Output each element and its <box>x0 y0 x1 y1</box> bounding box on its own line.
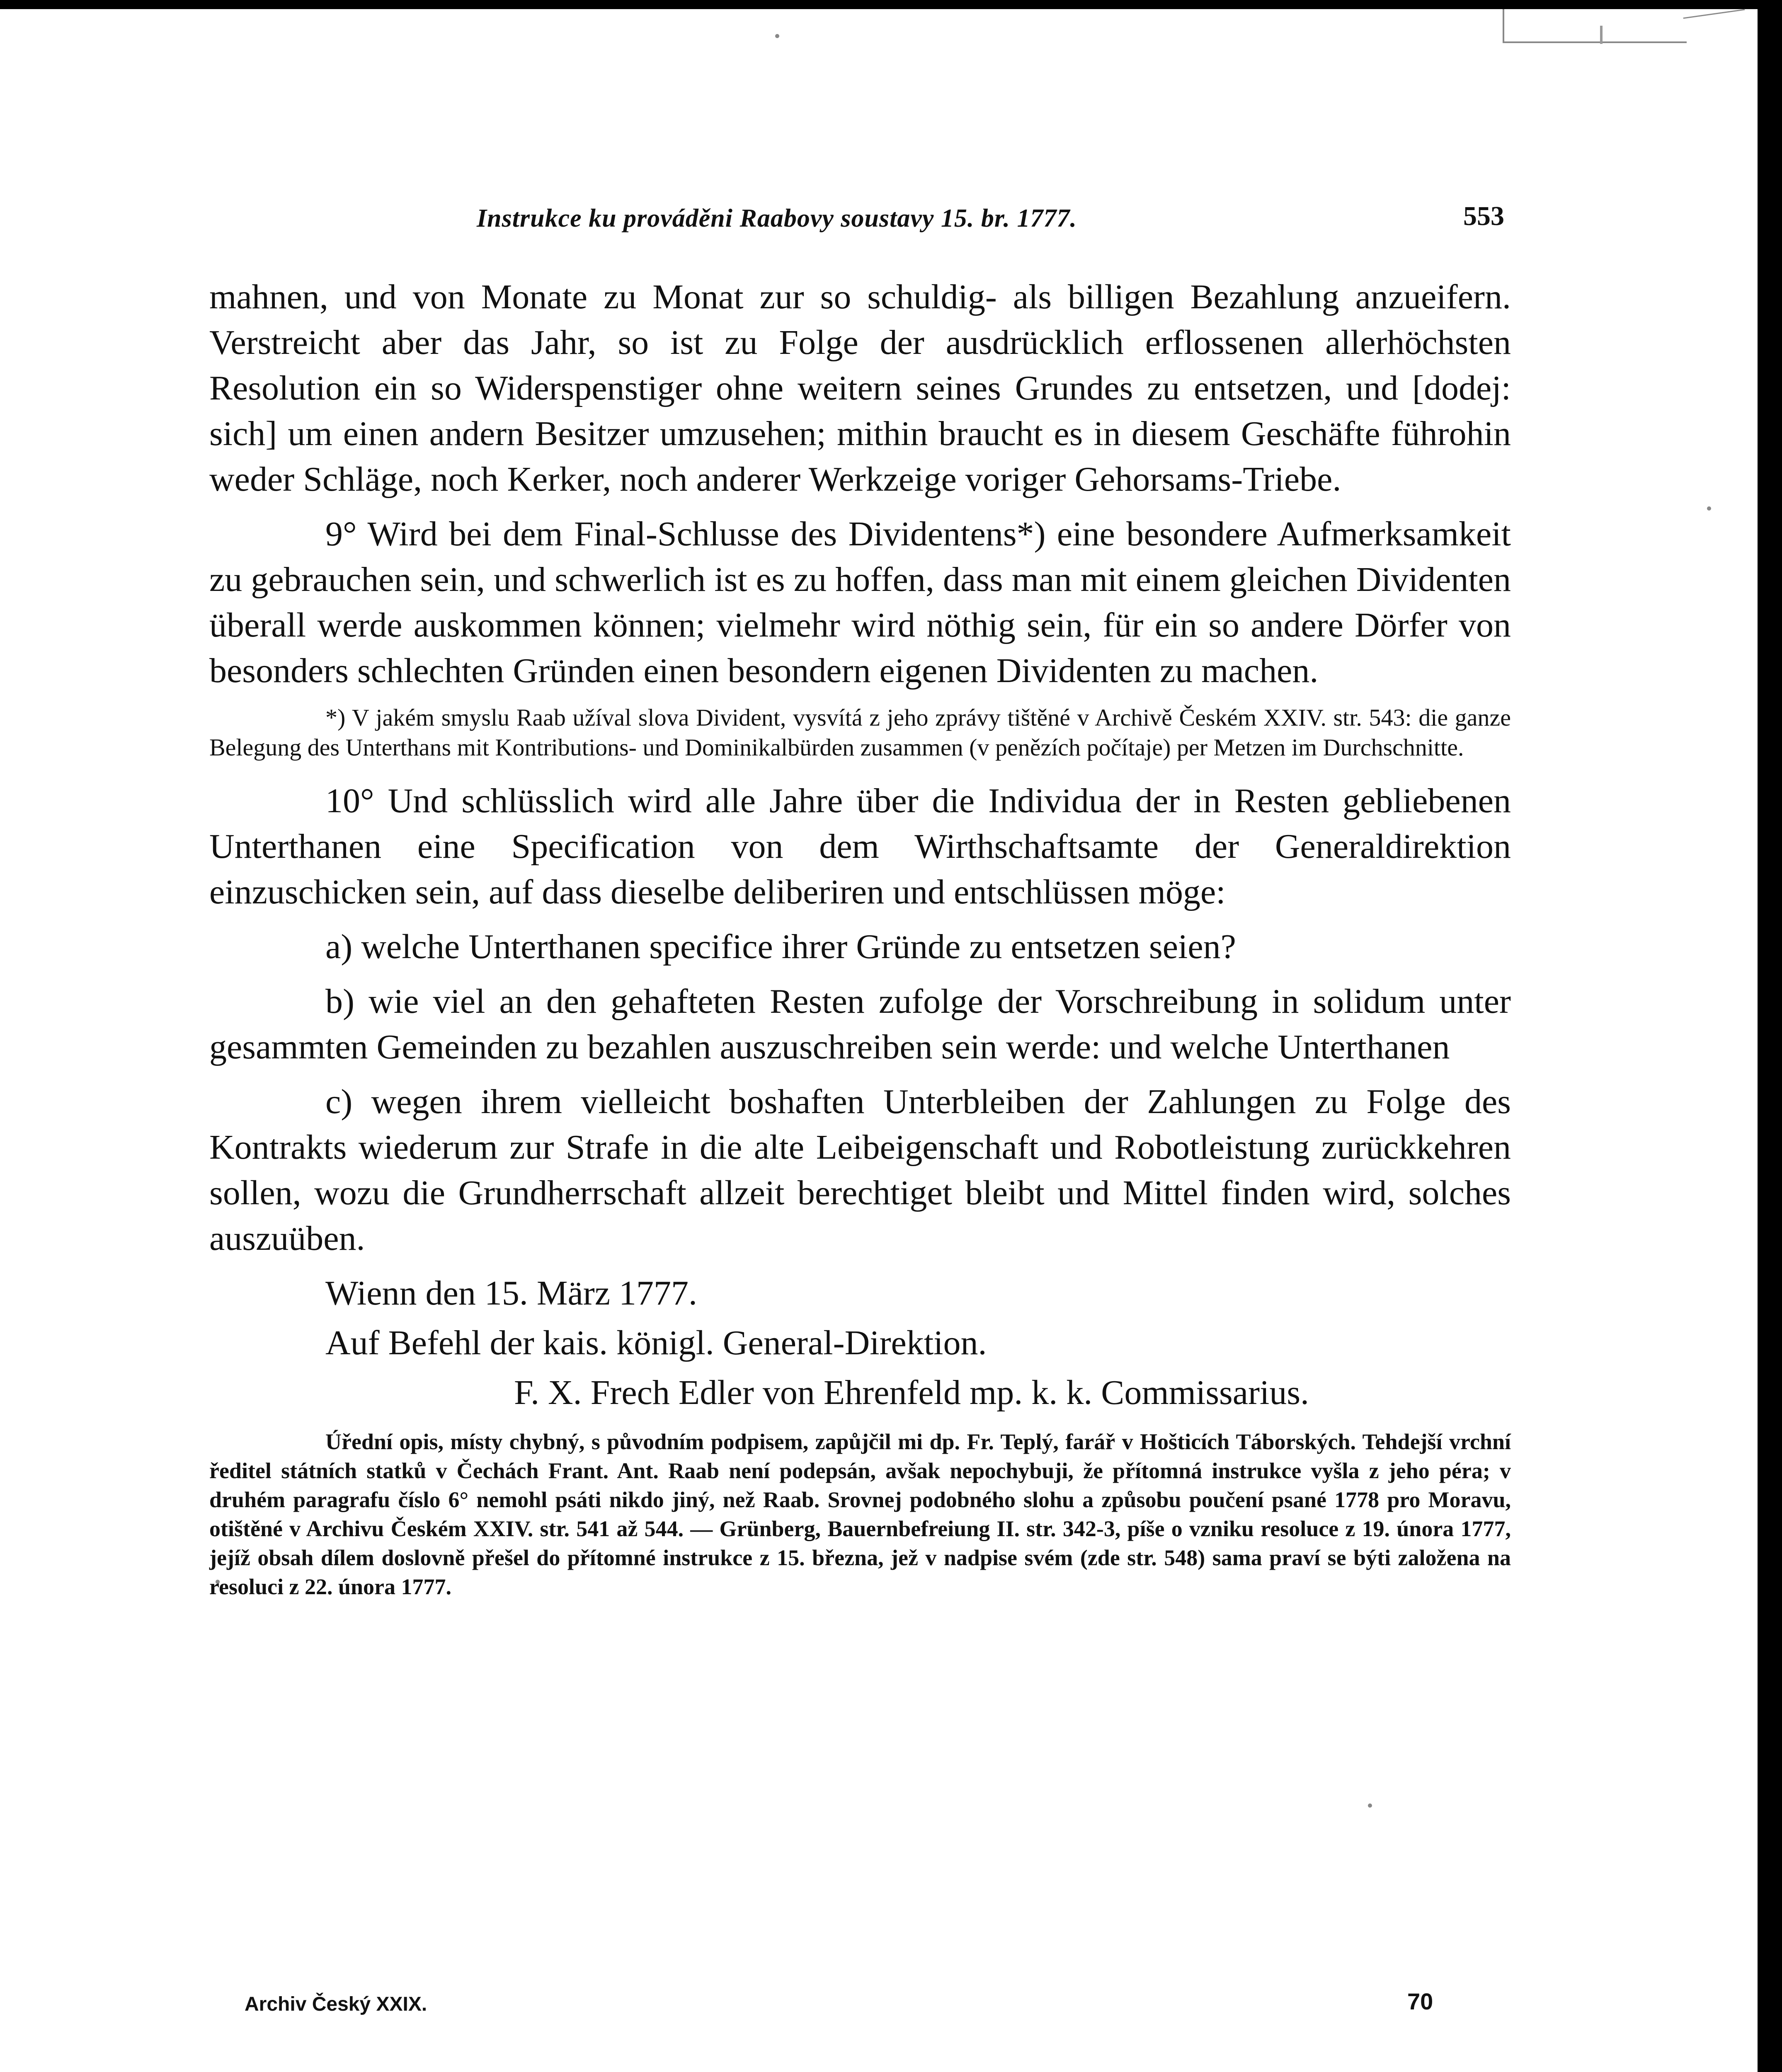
footer-sheet-number: 70 <box>1407 1988 1433 2014</box>
scan-edge-tick <box>1600 26 1603 44</box>
scan-speck <box>775 34 779 38</box>
source-note: Úřední opis, místy chybný, s původním podpisem, zapůjčil mi dp. Fr. Teplý, farář v Hošticích Táborských. Tehdejší vrchní ředitel státních statků v Čechách Frant. Ant. Raab není podepsán, avšak nepochybuji, že přítomná instrukce vyšla z jeho péra; v druhém paragrafu číslo 6° nemohl psáti nikdo jiný, než Raab. Srovnej podobného slohu a způsobu poučení psané 1778 pro Moravu, otištěné v Archivu Českém XXIV. str. 541 až 544. — Grünberg, Bauernbefreiung II. str. 342-3, píše o vzniku resoluce z 19. února 1777, jejíž obsah dílem doslovně přešel do přítomné instrukce z 15. března, jež v nadpise svém (zde str. 548) sama praví se býti založena na resoluci z 22. února 1777. <box>209 1429 1511 1599</box>
item-c: c) wegen ihrem vielleicht boshaften Unterbleiben der Zahlungen zu Folge des Kontrakts wiederum zur Strafe in die alte Leibeigenschaft und Robotleistung zurückkehren sollen, wozu die Grundherrschaft allzeit berechtiget bleibt und Mittel finden wird, solches auszuüben. <box>209 1082 1511 1258</box>
item-b: b) wie viel an den gehafteten Resten zufolge der Vorschreibung in solidum unter gesammten Gemeinden zu bezahlen auszuschreiben sein werde: und welche Unterthanen <box>209 982 1511 1066</box>
scan-corner-mark <box>1503 9 1687 43</box>
running-header: Instrukce ku prováděni Raabovy soustavy 15. br. 1777. <box>477 204 1077 232</box>
signature: F. X. Frech Edler von Ehrenfeld mp. k. k. Commissarius. <box>514 1373 1309 1412</box>
footer-publication: Archiv Český XXIX. <box>245 1993 427 2015</box>
scan-speck <box>1368 1803 1372 1808</box>
paragraph-9: 9° Wird bei dem Final-Schlusse des Dividentens*) eine besondere Aufmerksamkeit zu gebrauchen sein, und schwerlich ist es zu hoffen, dass man mit einem gleichen Dividenten überall werde auskommen können; vielmehr wird nöthig sein, für ein so andere Dörfer von besonders schlechten Gründen einen besondern eigenen Dividenten zu machen. <box>209 515 1511 690</box>
main-text <box>209 274 1511 1624</box>
paragraph-10: 10° Und schlüsslich wird alle Jahre über die Individua der in Resten gebliebenen Unterthanen eine Specification von dem Wirthschaftsamte der Generaldirektion einzuschicken sein, auf dass dieselbe deliberiren und entschlüssen möge: <box>209 782 1511 911</box>
scan-border <box>1758 0 1782 2072</box>
scan-speck <box>1707 506 1711 511</box>
date-line: Wienn den 15. März 1777. <box>325 1274 698 1312</box>
paragraph-continuation: mahnen, und von Monate zu Monat zur so schuldig- als billigen Bezahlung anzueifern. Verstreicht aber das Jahr, so ist zu Folge der ausdrücklich erflossenen allerhöchsten Resolution ein so Widerspenstiger ohne weitern seines Grundes zu entsetzen, und [dodej: sich] um einen andern Besitzer umzusehen; mithin braucht es in diesem Geschäfte führohin weder Schläge, noch Kerker, noch anderer Werkzeige voriger Gehorsams-Triebe. <box>209 278 1511 499</box>
document-page <box>0 9 1758 2072</box>
page-number: 553 <box>1463 201 1504 231</box>
scan-corner-line <box>1683 9 1745 19</box>
order-line: Auf Befehl der kais. königl. General-Direktion. <box>325 1324 987 1362</box>
footnote: *) V jakém smyslu Raab užíval slova Divident, vysvítá z jeho zprávy tištěné v Archivě Českém XXIV. str. 543: die ganze Belegung des Unterthans mit Kontributions- und Dominikalbürden zusammen (v penězích počítaje) per Metzen im Durchschnitte. <box>209 704 1511 761</box>
item-a: a) welche Unterthanen specifice ihrer Gründe zu entsetzen seien? <box>325 927 1236 966</box>
